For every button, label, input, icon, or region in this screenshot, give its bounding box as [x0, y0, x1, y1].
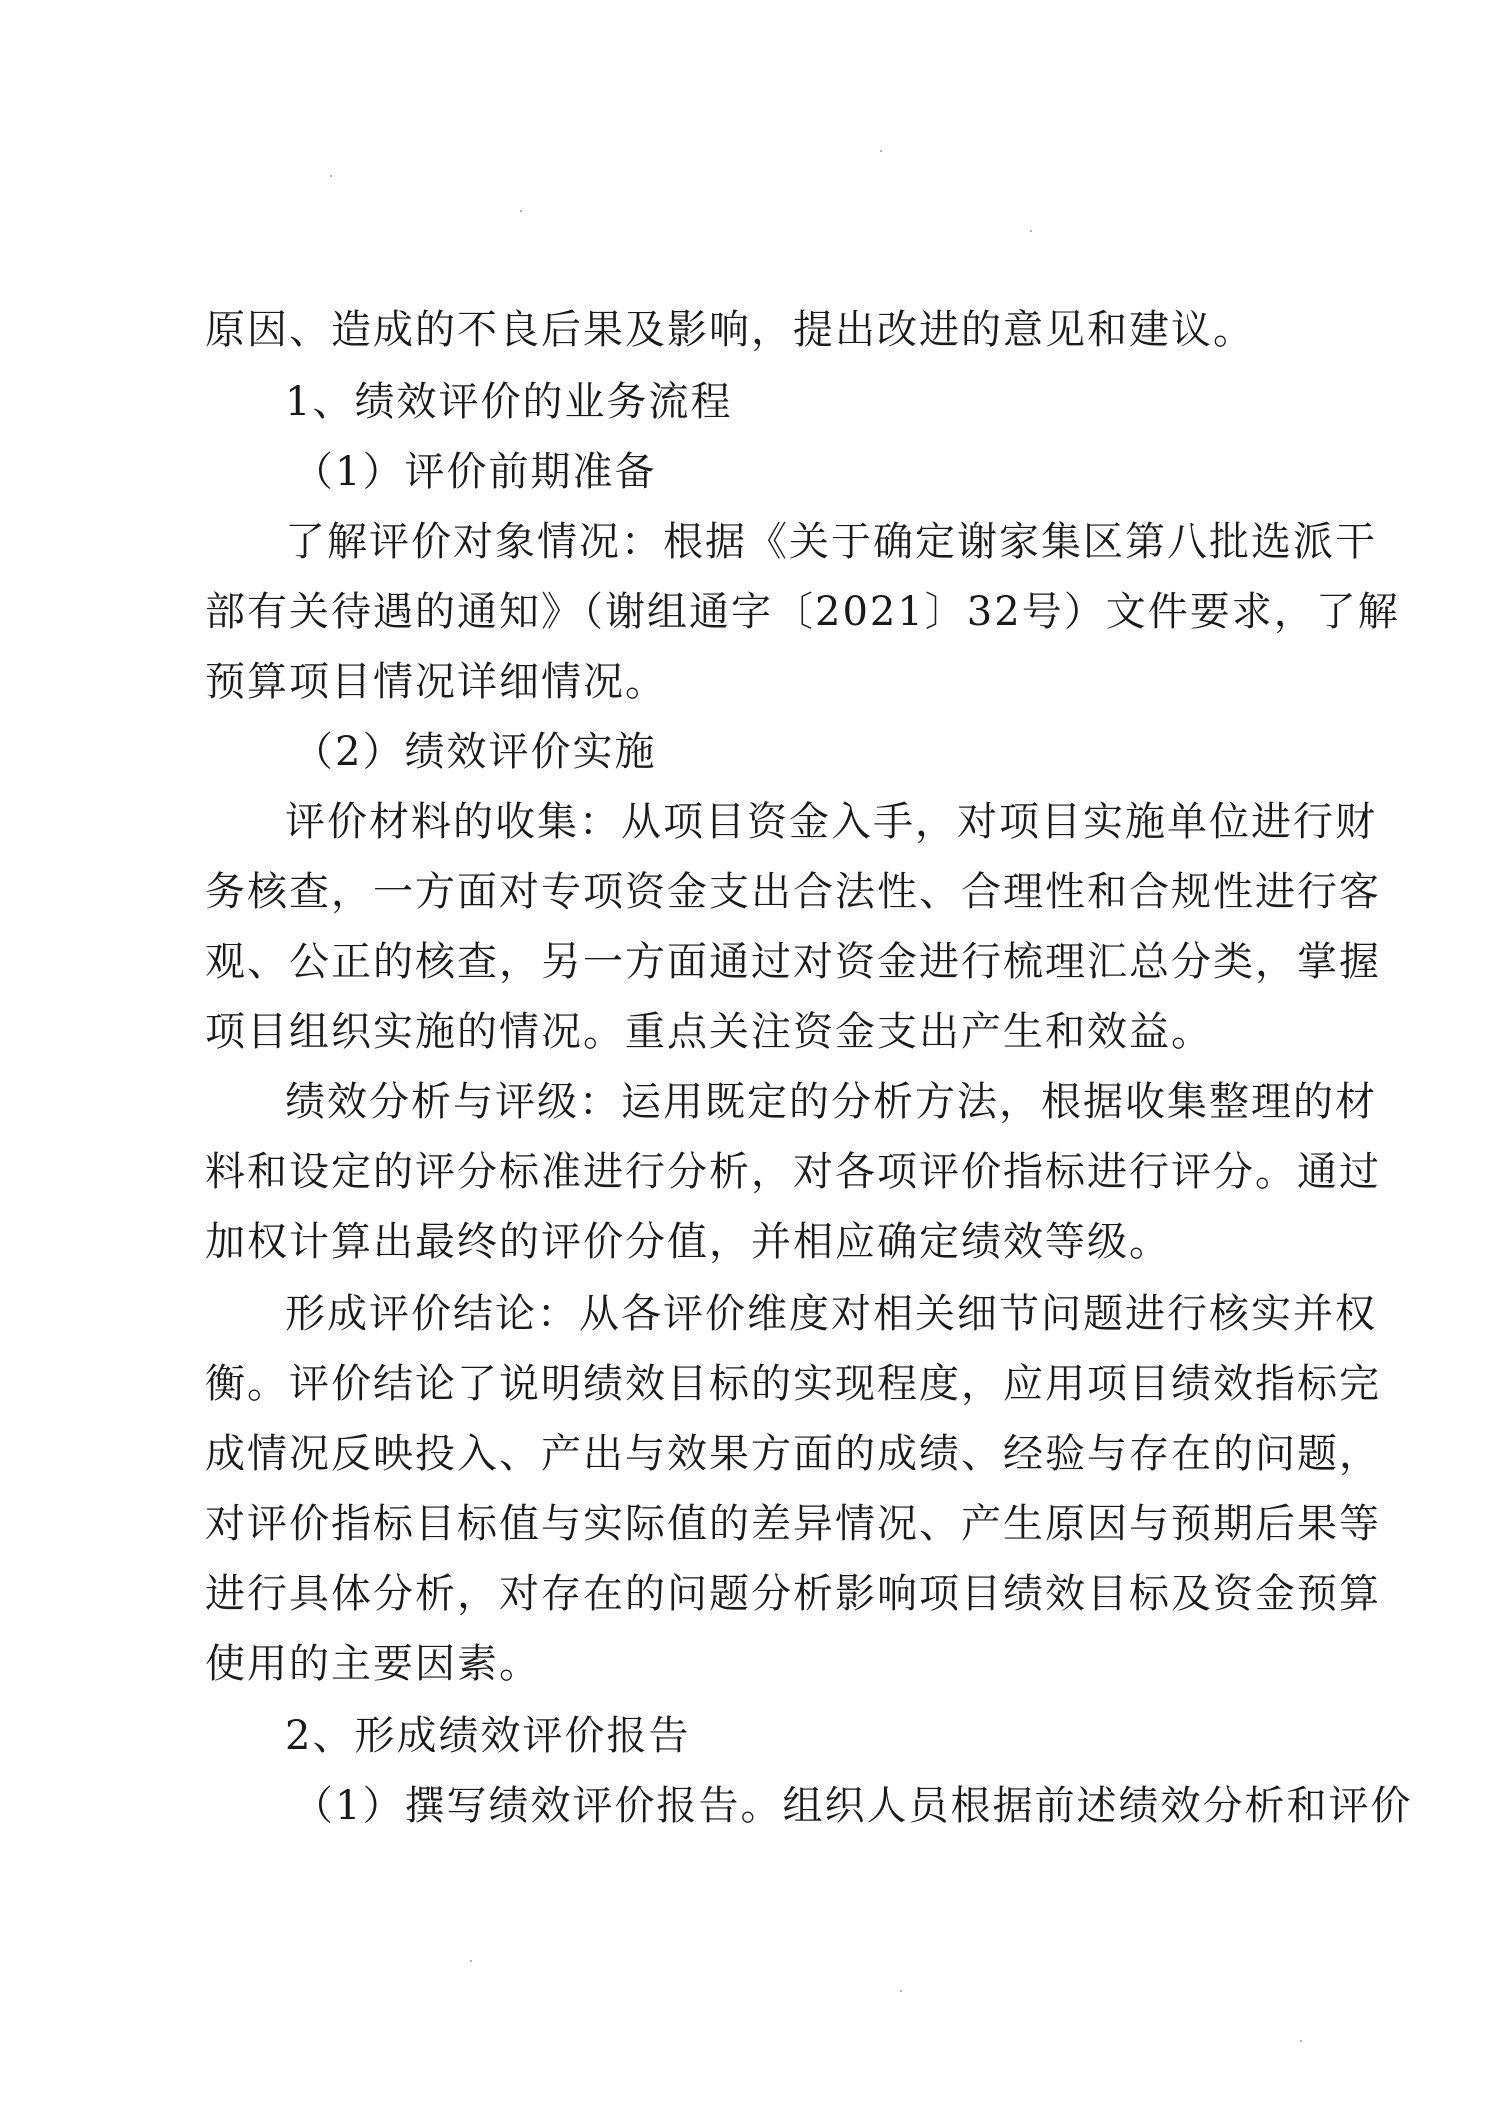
paragraph-line: 成情况反映投入、产出与效果方面的成绩、经验与存在的问题，	[205, 1431, 1381, 1477]
scan-speck	[880, 150, 882, 152]
paragraph-line: 料和设定的评分标准进行分析，对各项评价指标进行评分。通过	[205, 1149, 1381, 1195]
paragraph-line: 进行具体分析，对存在的问题分析影响项目绩效目标及资金预算	[205, 1571, 1381, 1617]
paragraph-line: （1）撰写绩效评价报告。组织人员根据前述绩效分析和评价	[293, 1783, 1413, 1829]
text-line: 原因、造成的不良后果及影响，提出改进的意见和建议。	[205, 307, 1255, 353]
paragraph-line: 务核查，一方面对专项资金支出合法性、合理性和合规性进行客	[205, 869, 1381, 915]
scan-speck	[1300, 2040, 1302, 2042]
section-heading: 2、形成绩效评价报告	[285, 1713, 691, 1759]
paragraph-line: 加权计算出最终的评价分值，并相应确定绩效等级。	[205, 1219, 1171, 1265]
paragraph-line: 项目组织实施的情况。重点关注资金支出产生和效益。	[205, 1009, 1213, 1055]
paragraph-line: 评价材料的收集：从项目资金入手，对项目实施单位进行财	[285, 799, 1377, 845]
paragraph-line: 部有关待遇的通知》（谢组通字〔2021〕32号）文件要求，了解	[205, 589, 1400, 635]
scan-speck	[330, 175, 332, 177]
paragraph-line: 了解评价对象情况：根据《关于确定谢家集区第八批选派干	[285, 519, 1377, 565]
paragraph-line: 绩效分析与评级：运用既定的分析方法，根据收集整理的材	[285, 1079, 1377, 1125]
section-heading: 1、绩效评价的业务流程	[285, 379, 733, 425]
paragraph-line: 形成评价结论：从各评价维度对相关细节问题进行核实并权	[285, 1291, 1377, 1337]
paragraph-line: 预算项目情况详细情况。	[205, 659, 667, 705]
paragraph-line: 观、公正的核查，另一方面通过对资金进行梳理汇总分类，掌握	[205, 939, 1381, 985]
paragraph-line: 使用的主要因素。	[205, 1641, 541, 1687]
paragraph-line: 对评价指标目标值与实际值的差异情况、产生原因与预期后果等	[205, 1501, 1381, 1547]
scan-speck	[1030, 230, 1032, 232]
scan-speck	[470, 1960, 472, 1962]
paragraph-line: 衡。评价结论了说明绩效目标的实现程度，应用项目绩效指标完	[205, 1361, 1381, 1407]
subsection-heading: （2）绩效评价实施	[293, 729, 657, 775]
scan-speck	[520, 210, 522, 212]
scan-speck	[900, 1990, 902, 1992]
subsection-heading: （1）评价前期准备	[293, 449, 657, 495]
